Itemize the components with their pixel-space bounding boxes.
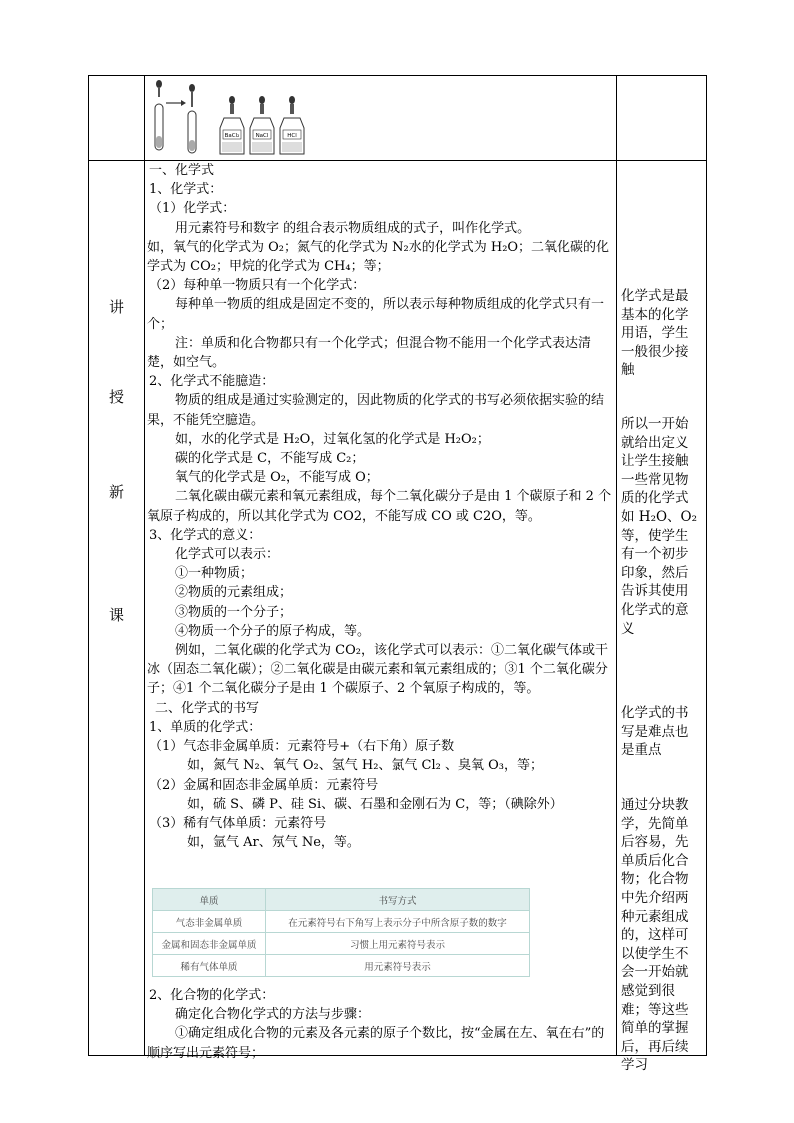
paragraph: 如，氧气的化学式为 O₂；氮气的化学式为 N₂水的化学式为 H₂O；二氧化碳的化学式为 CO₂；甲烷的化学式为 CH₄；等；: [147, 239, 610, 275]
table-cell: 用元素符号表示: [266, 955, 530, 977]
teaching-note: 所以一开始就给出定义让学生接触一些常见物质的化学式如 H₂O、O₂等，使学生有一个初步印象，然后告诉其使用化学式的意义: [621, 416, 698, 637]
lab-apparatus-illustration: [148, 78, 318, 158]
svg-text:NaCl: NaCl: [255, 133, 269, 139]
reagent-bottle-icon: [220, 96, 244, 154]
teaching-note: 化学式是最基本的化学用语，学生一般很少接触: [621, 288, 689, 379]
table-cell: 稀有气体单质: [153, 955, 266, 977]
table-header-row: [153, 889, 530, 911]
side-label-char: 讲: [108, 298, 124, 316]
table-header-cell: 书写方式: [266, 889, 530, 911]
item-heading: （1）气态非金属单质：元素符号+（右下角）原子数: [149, 739, 455, 755]
table-row: [153, 933, 530, 955]
list-item: ②物质的元素组成；: [175, 585, 293, 601]
paragraph: 碳的化学式是 C，不能写成 C₂；: [175, 451, 365, 467]
teaching-note: 通过分块教学，先简单后容易，先单质后化合物；化合物中先介绍两种元素组成的，这样可以使学生不会一开始就感觉到很难；等这些简单的掌握后，再后续学习: [621, 797, 689, 1074]
paragraph: 氧气的化学式是 O₂，不能写成 O；: [175, 470, 379, 486]
paragraph: 如，氮气 N₂、氧气 O₂、氢气 H₂、氯气 Cl₂ 、臭氧 O₃，等；: [187, 758, 543, 774]
list-item: ④物质一个分子的原子构成，等。: [175, 623, 371, 639]
section-heading: 一、化学式: [149, 163, 215, 178]
table-cell: 气态非金属单质: [153, 911, 266, 933]
arrow-icon: [166, 100, 186, 106]
paragraph: 如，水的化学式是 H₂O，过氧化氢的化学式是 H₂O₂；: [175, 431, 490, 447]
table-header-cell: 单质: [153, 889, 266, 911]
paragraph: 物质的组成是通过实验测定的，因此物质的化学式的书写必须依据实验的结果，不能凭空臆造。: [147, 393, 605, 428]
table-cell: 在元素符号右下角写上表示分子中所含原子数的数字: [266, 911, 530, 933]
table-cell: 金属和固态非金属单质: [153, 933, 266, 955]
teaching-note: 化学式的书写是难点也是重点: [621, 705, 689, 759]
svg-text:HCl: HCl: [287, 133, 297, 139]
paragraph: 用元素符号和数字 的组合表示物质组成的式子，叫作化学式。: [175, 220, 531, 236]
paragraph: 例如，二氧化碳的化学式为 CO₂，该化学式可以表示：①二氧化碳气体或干冰（固态二氧化碳）；②二氧化碳是由碳元素和氧元素组成的；③1 个二氧化碳分子；④1 个二氧化碳分子是由 1 个碳原子、2 个氧原子构成的，等。: [147, 643, 608, 697]
subsection-heading: 1、化学式：: [149, 182, 223, 198]
dropper-tube-icon: [188, 84, 196, 153]
subsection-heading: 2、化合物的化学式：: [149, 988, 275, 1003]
side-label-char: 授: [108, 388, 124, 406]
list-item: ③物质的一个分子；: [175, 604, 293, 620]
paragraph: 如，氩气 Ar、氖气 Ne，等。: [187, 835, 360, 851]
paragraph: ①确定组成化合物的元素及各元素的原子个数比，按“金属在左、氧在右”的顺序写出元素符号；: [147, 1026, 605, 1061]
writing-rules-table: [152, 888, 530, 977]
list-item: ①一种物质；: [175, 566, 254, 582]
lesson-content-continued: [147, 986, 613, 1063]
item-heading: （1）化学式：: [149, 201, 236, 217]
svg-text:BaCl₂: BaCl₂: [224, 133, 240, 139]
table-row: [153, 955, 530, 977]
item-heading: （2）金属和固态非金属单质：元素符号: [149, 777, 379, 793]
reagent-bottle-icon: [250, 96, 274, 154]
subsection-heading: 1、单质的化学式：: [149, 719, 262, 735]
subsection-heading: 2、化学式不能臆造：: [149, 374, 275, 390]
paragraph: 如，硫 S、磷 P、硅 Si、碳、石墨和金刚石为 C，等；（碘除外）: [187, 796, 563, 812]
paragraph: 每种单一物质的组成是固定不变的，所以表示每种物质组成的化学式只有一个；: [147, 297, 605, 332]
paragraph: 化学式可以表示：: [175, 547, 280, 563]
table-cell: 习惯上用元素符号表示: [266, 933, 530, 955]
lesson-content: [147, 161, 613, 852]
item-heading: （2）每种单一物质只有一个化学式：: [149, 278, 366, 294]
paragraph: 注：单质和化合物都只有一个化学式；但混合物不能用一个化学式表达清楚，如空气。: [147, 335, 592, 371]
paragraph: 确定化合物化学式的方法与步骤：: [175, 1007, 371, 1023]
side-label-char: 新: [108, 483, 124, 501]
section-heading: 二、化学式的书写: [155, 700, 260, 716]
subsection-heading: 3、化学式的意义：: [149, 527, 262, 543]
table-row: [153, 911, 530, 933]
dropper-tube-icon: [155, 80, 163, 150]
column-divider-right: [616, 76, 617, 1055]
reagent-bottle-icon: [280, 96, 304, 154]
paragraph: 二氧化碳由碳元素和氧元素组成，每个二氧化碳分子是由 1 个碳原子和 2 个氧原子构成的，所以其化学式为 CO2，不能写成 CO 或 C2O，等。: [147, 489, 612, 524]
column-divider-left: [144, 76, 145, 1055]
side-label-char: 课: [108, 606, 124, 624]
item-heading: （3）稀有气体单质：元素符号: [149, 815, 327, 831]
